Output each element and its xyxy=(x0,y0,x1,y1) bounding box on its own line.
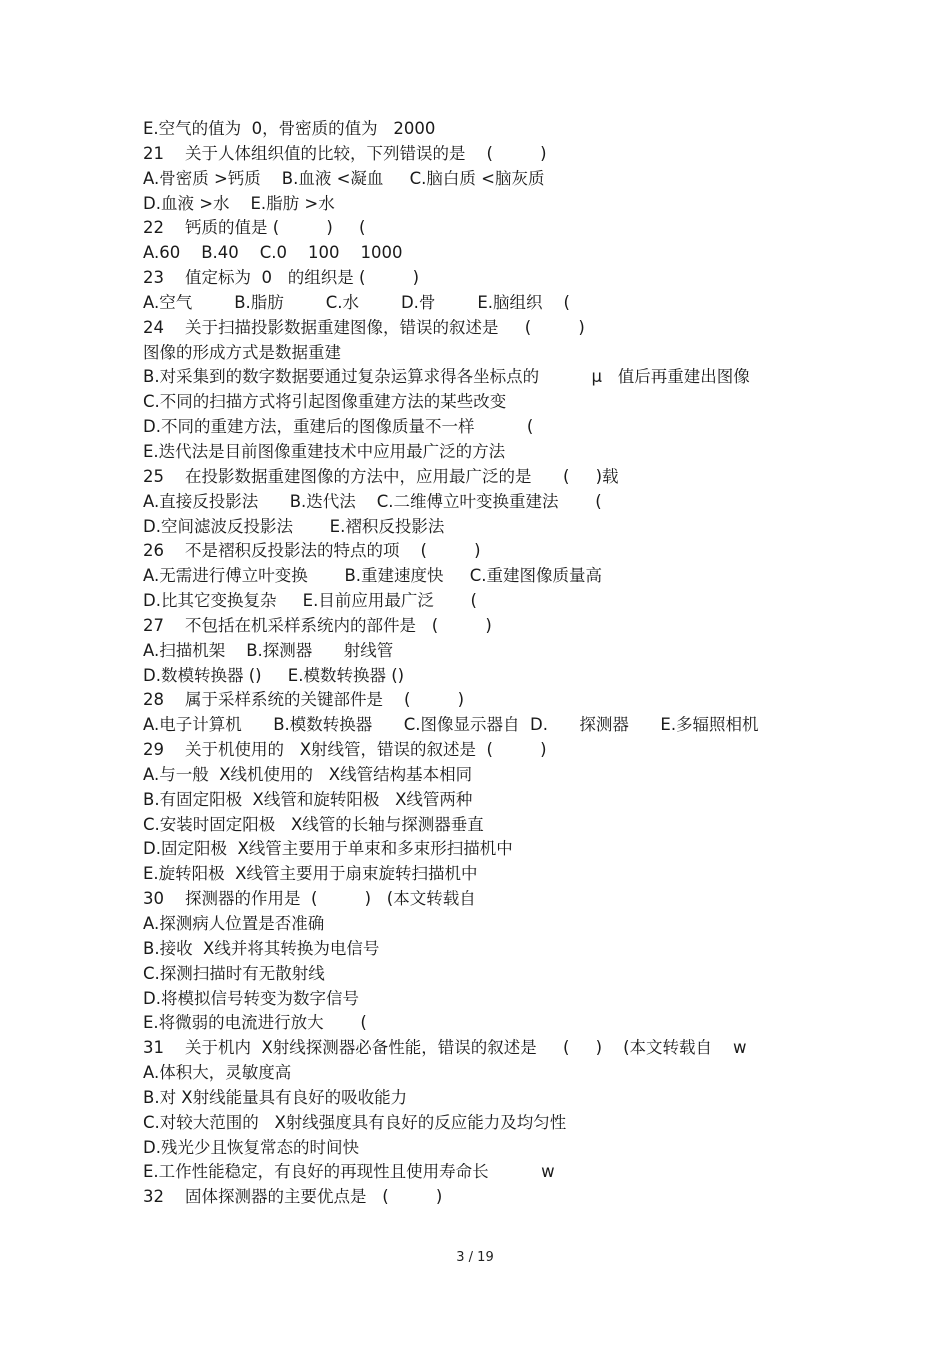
text-line: A.探测病人位置是否准确 xyxy=(143,914,325,933)
text-line: 22 钙质的值是 ( ) ( xyxy=(143,218,366,238)
text-line: D.血液 >水 E.脂肪 >水 xyxy=(143,193,335,213)
text-line: E.将微弱的电流进行放大 ( xyxy=(143,1013,367,1033)
text-line: A.电子计算机 B.模数转换器 C.图像显示器自 D. 探测器 E.多辐照相机 xyxy=(143,715,759,735)
text-line: B.对采集到的数字数据要通过复杂运算求得各坐标点的 μ 值后再重建出图像 xyxy=(143,367,750,387)
text-line: A.空气 B.脂肪 C.水 D.骨 E.脑组织 ( xyxy=(143,292,570,312)
text-line: D.空间滤波反投影法 E.褶积反投影法 xyxy=(143,516,445,536)
text-line: 25 在投影数据重建图像的方法中，应用最广泛的是 ( )载 xyxy=(143,466,619,486)
text-line: 图像的形成方式是数据重建 xyxy=(143,342,341,362)
text-line: 32 固体探测器的主要优点是 ( ) xyxy=(143,1187,443,1207)
text-line: D.残光少且恢复常态的时间快 xyxy=(143,1137,359,1157)
text-line: D.将模拟信号转变为数字信号 xyxy=(143,988,359,1008)
text-line: A.骨密质 >钙质 B.血液 <凝血 C.脑白质 <脑灰质 xyxy=(143,168,545,188)
text-line: D.固定阳极 X线管主要用于单束和多束形扫描机中 xyxy=(143,839,513,859)
text-line: A.无需进行傅立叶变换 B.重建速度快 C.重建图像质量高 xyxy=(143,566,603,586)
text-line: E.空气的值为 0，骨密质的值为 2000 xyxy=(143,119,436,138)
text-line: A.与一般 X线机使用的 X线管结构基本相同 xyxy=(143,764,473,784)
text-line: B.对 X射线能量具有良好的吸收能力 xyxy=(143,1087,408,1107)
text-line: C.对较大范围的 X射线强度具有良好的反应能力及均匀性 xyxy=(143,1112,567,1132)
text-line: E.旋转阳极 X线管主要用于扇束旋转扫描机中 xyxy=(143,864,478,884)
text-line: 30 探测器的作用是 ( ) (本文转载自 xyxy=(143,889,476,909)
text-line: 26 不是褶积反投影法的特点的项 ( ) xyxy=(143,541,481,561)
text-line: D.不同的重建方法，重建后的图像质量不一样 ( xyxy=(143,417,534,437)
text-line: A.体积大，灵敏度高 xyxy=(143,1063,292,1083)
text-line: E.工作性能稳定，有良好的再现性且使用寿命长 w xyxy=(143,1162,555,1182)
text-line: A.60 B.40 C.0 100 1000 xyxy=(143,243,403,263)
text-line: 31 关于机内 X射线探测器必备性能，错误的叙述是 ( ) (本文转载自 w xyxy=(143,1038,747,1058)
text-line: 23 值定标为 0 的组织是 ( ) xyxy=(143,268,420,288)
text-line: E.迭代法是目前图像重建技术中应用最广泛的方法 xyxy=(143,441,506,461)
text-line: A.扫描机架 B.探测器 射线管 xyxy=(143,640,394,660)
text-line: D.数模转换器 () E.模数转换器 () xyxy=(143,665,405,685)
text-line: C.不同的扫描方式将引起图像重建方法的某些改变 xyxy=(143,392,507,412)
page-number: 3 / 19 xyxy=(456,1250,494,1265)
text-line: 21 关于人体组织值的比较，下列错误的是 ( ) xyxy=(143,143,547,163)
text-line: 27 不包括在机采样系统内的部件是 ( ) xyxy=(143,615,492,635)
text-line: A.直接反投影法 B.迭代法 C.二维傅立叶变换重建法 ( xyxy=(143,491,602,511)
text-line: D.比其它变换复杂 E.目前应用最广泛 ( xyxy=(143,591,477,611)
text-line: 24 关于扫描投影数据重建图像，错误的叙述是 ( ) xyxy=(143,317,585,337)
text-line: 28 属于采样系统的关键部件是 ( ) xyxy=(143,690,465,710)
text-line: B.有固定阳极 X线管和旋转阳极 X线管两种 xyxy=(143,789,473,809)
text-line: 29 关于机使用的 X射线管，错误的叙述是 ( ) xyxy=(143,740,547,760)
text-line: C.探测扫描时有无散射线 xyxy=(143,963,325,983)
text-line: C.安装时固定阳极 X线管的长轴与探测器垂直 xyxy=(143,814,484,834)
question-text-body xyxy=(143,117,823,1210)
text-line: B.接收 X线并将其转换为电信号 xyxy=(143,938,380,958)
